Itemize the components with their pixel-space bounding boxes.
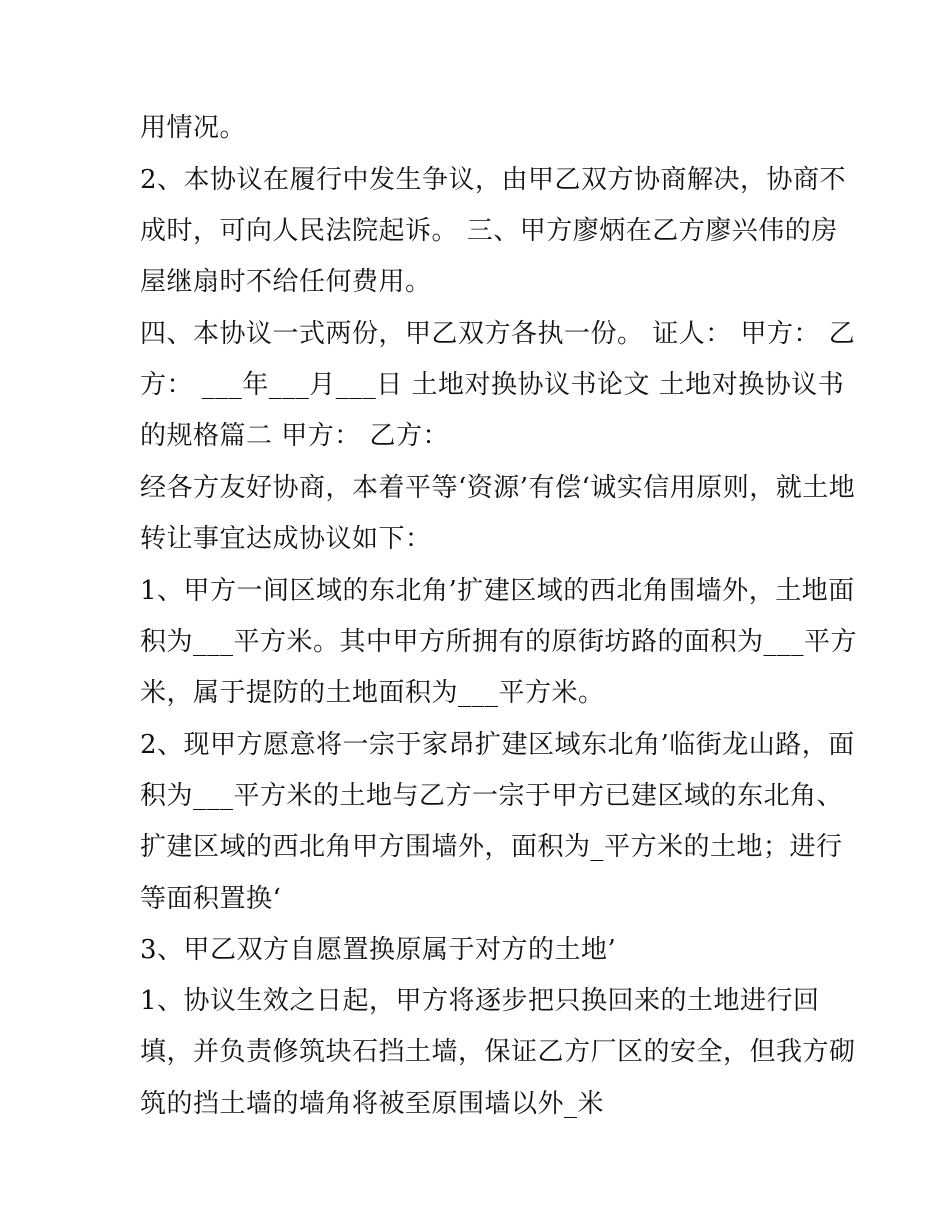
text-line-19: 填，并负责修筑块石挡土墙，保证乙方厂区的安全，但我方砌 [140, 1037, 856, 1067]
text-line-12: 米，属于提防的土地面积为___平方米。 [140, 678, 605, 708]
text-line-15: 扩建区域的西北角甲方围墙外，面积为_平方米的土地；进行 [140, 832, 843, 862]
text-line-5: 四、本协议一式两份，甲乙双方各执一份。 证人： 甲方： 乙 [140, 319, 856, 349]
text-line-13: 2、现甲方愿意将一宗于家昂扩建区域东北角’临街龙山路，面 [140, 730, 855, 760]
text-line-1: 用情况。 [140, 113, 247, 143]
text-line-20: 筑的挡土墙的墙角将被至原围墙以外_米 [140, 1089, 605, 1119]
text-line-16: 等面积置换‘ [140, 884, 282, 914]
text-line-2: 2、本协议在履行中发生争议，由甲乙双方协商解决，协商不 [140, 165, 847, 195]
text-line-9: 转让事宜达成协议如下： [140, 524, 432, 554]
text-line-8: 经各方友好协商，本着平等‘资源’有偿‘诚实信用原则，就土地 [140, 473, 856, 503]
text-line-11: 积为___平方米。其中甲方所拥有的原街坊路的面积为___平方 [140, 627, 858, 657]
text-line-7: 的规格篇二 甲方： 乙方： [140, 421, 450, 451]
text-line-3: 成时，可向人民法院起诉。 三、甲方廖炳在乙方廖兴伟的房 [140, 216, 838, 246]
text-line-10: 1、甲方一间区域的东北角’扩建区域的西北角围墙外，土地面 [140, 576, 855, 606]
text-line-18: 1、协议生效之日起，甲方将逐步把只换回来的土地进行回 [140, 986, 820, 1016]
text-line-17: 3、甲乙双方自愿置换原属于对方的土地’ [140, 935, 617, 965]
text-line-6: 方： ___年___月___日 土地对换协议书论文 土地对换协议书 [140, 370, 845, 400]
text-line-4: 屋继扇时不给任何费用。 [140, 267, 432, 297]
text-line-14: 积为___平方米的土地与乙方一宗于甲方已建区域的东北角、 [140, 781, 844, 811]
